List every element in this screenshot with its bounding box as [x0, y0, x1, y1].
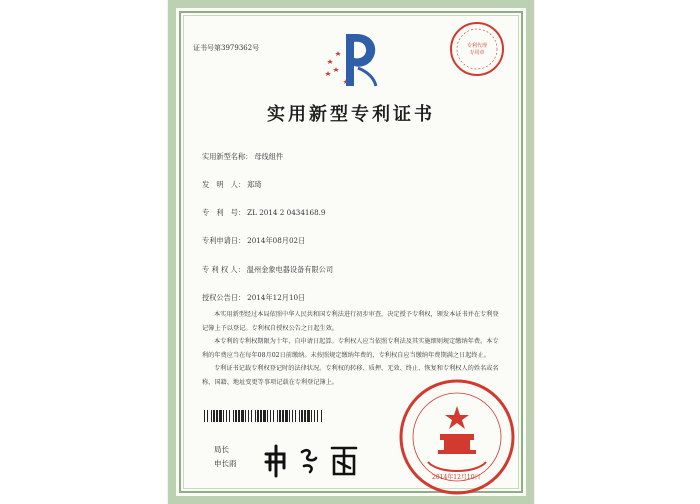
field-value: ZL 2014 2 0434168.9 [247, 208, 326, 217]
field-label: 实用新型名称： [202, 152, 253, 161]
stamp-date: 2014年12月10日 [432, 474, 481, 481]
svg-text:专利代理: 专利代理 [466, 43, 488, 49]
field-application-date [202, 236, 305, 246]
director-name: 申长雨 [214, 459, 237, 468]
field-utility-model-name [202, 152, 283, 162]
director-signature-icon [258, 424, 378, 484]
field-label: 发 明 人： [202, 180, 246, 189]
barcode-icon [204, 410, 324, 422]
patent-certificate [168, 0, 534, 504]
certificate-number: 证书号第3979362号 [193, 44, 260, 52]
body-paragraph: 本实用新型经过本局依照中华人民共和国专利法进行初步审查，决定授予专利权，颁发本证书并在专利登记簿上予以登记。专利权自授权公告之日起生效。 [202, 311, 499, 332]
svg-text:专用章: 专用章 [469, 50, 485, 56]
body-paragraph: 本专利的专利权期限为十年，自申请日起算。专利权人应当依照专利法及其实施细则规定缴纳年费。本专利的年费应当在每年08月02日前缴纳。未按照规定缴纳年费的，专利权自应当缴纳年费期满之日起终止。 [202, 338, 499, 359]
field-label: 授权公告日： [202, 293, 246, 302]
field-value: 2014年08月02日 [247, 236, 306, 245]
body-paragraph: 专利证书记载专利权登记时的法律状况。专利权的转移、质押、无效、终止、恢复和专利权人的姓名或名称、国籍、地址变更等事项记载在专利登记簿上。 [202, 365, 499, 386]
certificate-body [202, 308, 504, 389]
certificate-title: 实用新型专利证书 [267, 104, 435, 125]
field-patentee [202, 265, 333, 275]
patent-office-logo-icon [316, 28, 384, 92]
agency-seal-icon [448, 20, 506, 78]
field-value: 郑琦 [247, 180, 262, 189]
field-label: 专 利 号： [202, 208, 246, 217]
field-label: 专 利 权 人： [202, 265, 245, 274]
field-patent-number [202, 208, 326, 218]
field-grant-date [202, 293, 305, 303]
field-value: 温州金象电器设备有限公司 [246, 265, 334, 274]
field-value: 母线组件 [254, 152, 284, 161]
field-label: 专利申请日： [202, 236, 246, 245]
director-title: 局长 [214, 445, 229, 454]
field-value: 2014年12月10日 [247, 293, 306, 302]
field-inventor [202, 180, 262, 190]
